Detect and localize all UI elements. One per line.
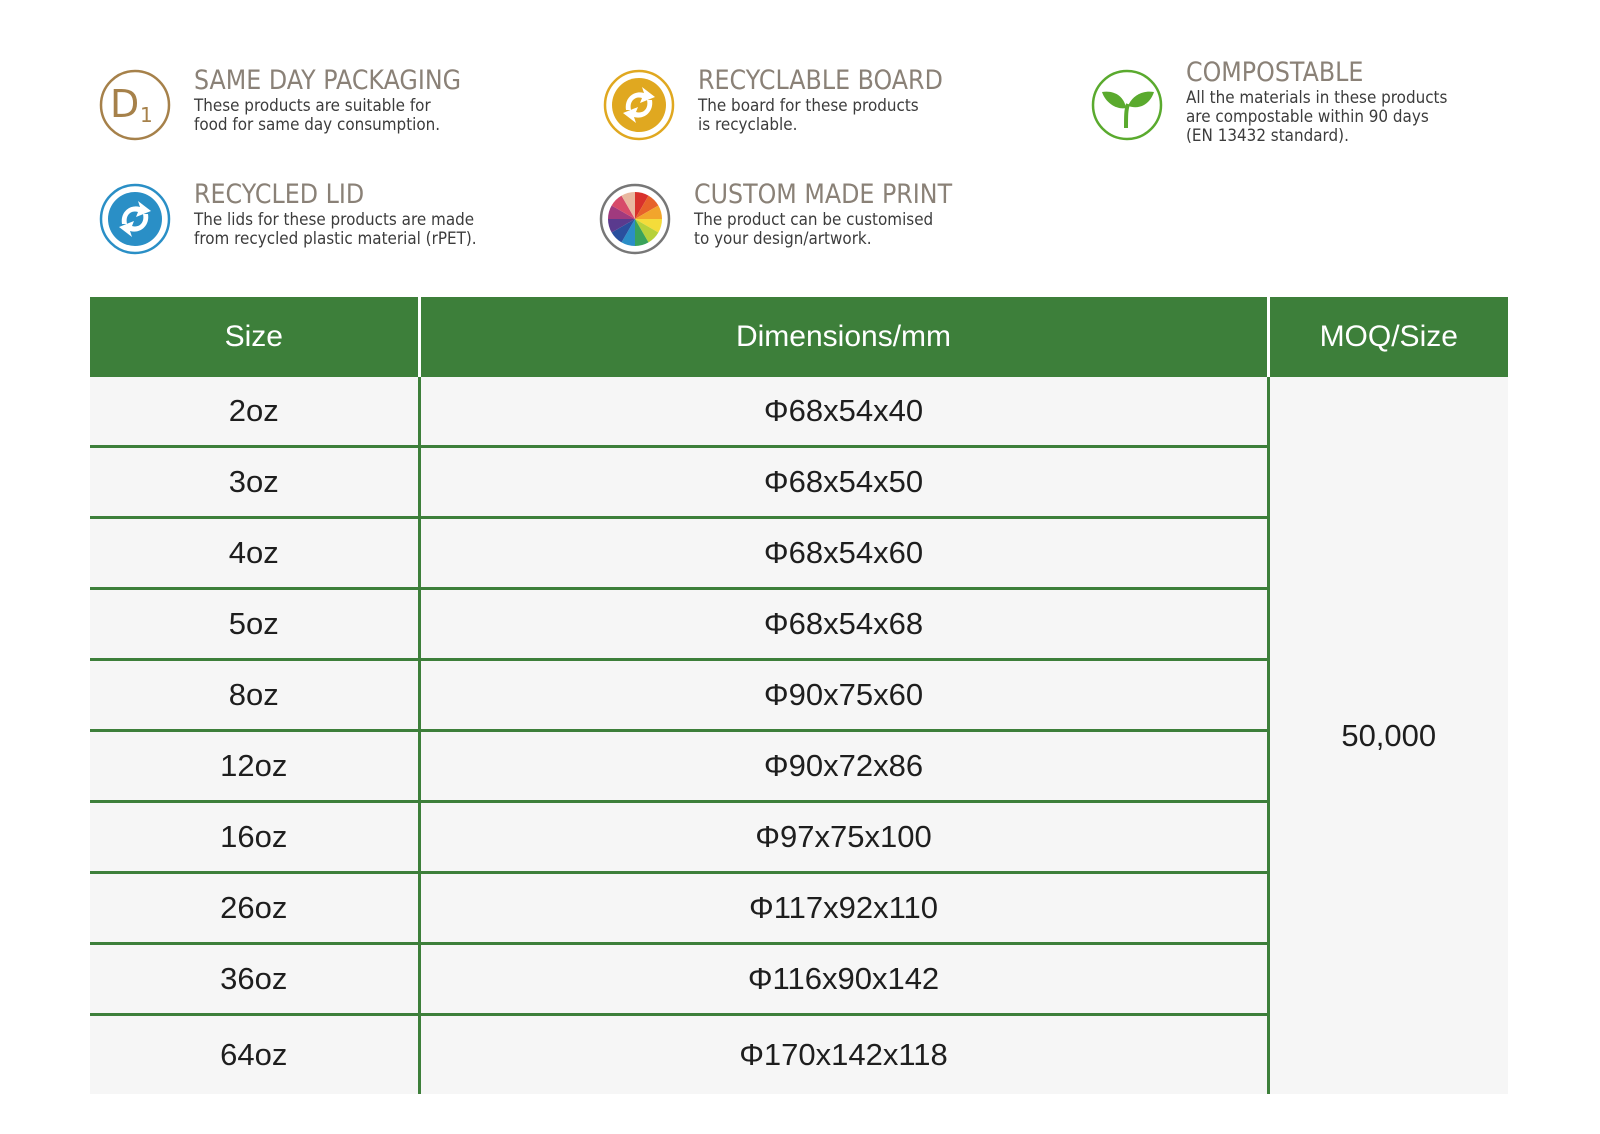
size-cell: 2oz	[90, 377, 419, 447]
leaf-sprout-icon	[1088, 66, 1166, 144]
dimensions-cell: Φ68x54x68	[419, 589, 1268, 660]
feature-desc-line: food for same day consumption.	[194, 115, 441, 134]
table-header-row	[90, 297, 1508, 377]
feature-desc-line: is recyclable.	[698, 115, 798, 134]
dimensions-cell: Φ90x72x86	[419, 731, 1268, 802]
svg-text:D: D	[110, 82, 140, 126]
table-row	[90, 377, 1508, 447]
svg-text:1: 1	[140, 103, 153, 127]
feature-desc-line: (EN 13432 standard).	[1186, 126, 1349, 145]
feature-title: CUSTOM MADE PRINT	[694, 179, 953, 210]
feature-desc-line: The board for these products	[698, 96, 919, 115]
color-wheel-icon	[596, 180, 674, 258]
feature-desc-line: The lids for these products are made	[194, 210, 475, 229]
dimensions-cell: Φ116x90x142	[419, 944, 1268, 1015]
dimensions-cell: Φ68x54x40	[419, 377, 1268, 447]
spec-table	[90, 297, 1508, 1094]
size-cell: 36oz	[90, 944, 419, 1015]
feature-title: RECYCLABLE BOARD	[698, 65, 943, 96]
feature-title: COMPOSTABLE	[1186, 57, 1364, 88]
moq-cell: 50,000	[1268, 377, 1508, 1094]
dimensions-cell: Φ117x92x110	[419, 873, 1268, 944]
feature-desc-line: to your design/artwork.	[694, 229, 872, 248]
header-size: Size	[90, 297, 419, 377]
feature-desc-line: from recycled plastic material (rPET).	[194, 229, 477, 248]
size-cell: 8oz	[90, 660, 419, 731]
feature-desc-line: are compostable within 90 days	[1186, 107, 1429, 126]
dimensions-cell: Φ90x75x60	[419, 660, 1268, 731]
size-cell: 26oz	[90, 873, 419, 944]
feature-desc-line: These products are suitable for	[194, 96, 431, 115]
header-moq: MOQ/Size	[1268, 297, 1508, 377]
size-cell: 64oz	[90, 1015, 419, 1095]
dimensions-cell: Φ68x54x60	[419, 518, 1268, 589]
feature-title: SAME DAY PACKAGING	[194, 65, 462, 96]
dimensions-cell: Φ68x54x50	[419, 447, 1268, 518]
size-cell: 5oz	[90, 589, 419, 660]
recycle-arrows-icon	[600, 66, 678, 144]
size-cell: 4oz	[90, 518, 419, 589]
size-cell: 3oz	[90, 447, 419, 518]
feature-title: RECYCLED LID	[194, 179, 365, 210]
size-cell: 12oz	[90, 731, 419, 802]
dimensions-cell: Φ170x142x118	[419, 1015, 1268, 1095]
feature-desc-line: All the materials in these products	[1186, 88, 1448, 107]
size-cell: 16oz	[90, 802, 419, 873]
header-dimensions: Dimensions/mm	[419, 297, 1268, 377]
dimensions-cell: Φ97x75x100	[419, 802, 1268, 873]
recycle-arrows-icon	[96, 180, 174, 258]
feature-desc-line: The product can be customised	[694, 210, 934, 229]
d1-icon	[96, 66, 174, 144]
